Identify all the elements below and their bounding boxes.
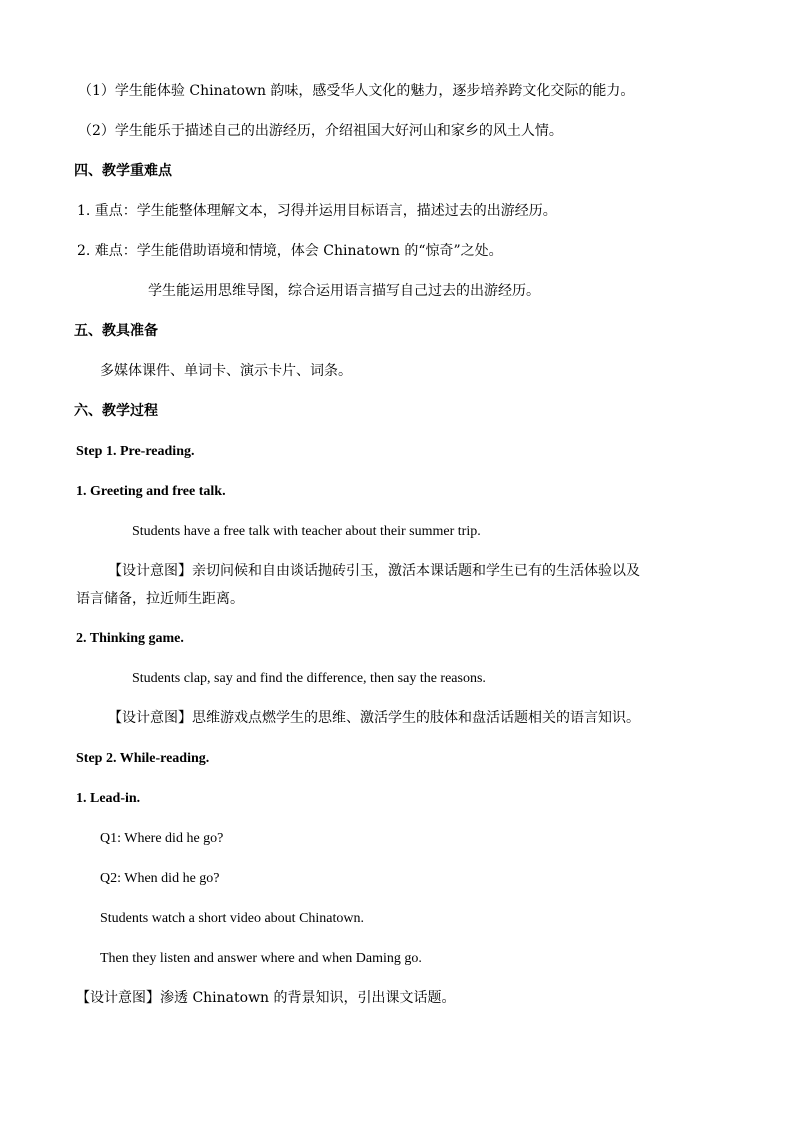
- section-heading-5: 五、教具准备: [74, 323, 158, 339]
- step-1-item-1: 1. Greeting and free talk.: [76, 484, 226, 499]
- section-heading-4: 四、教学重难点: [74, 163, 172, 179]
- step-2-item-1-detail-2: Then they listen and answer where and when Daming go.: [100, 951, 422, 966]
- section-heading-6: 六、教学过程: [74, 403, 158, 419]
- difficult-point-continued: 学生能运用思维导图，综合运用语言描写自己过去的出游经历。: [148, 283, 540, 299]
- step-1-item-2-detail: Students clap, say and find the difference, then say the reasons.: [132, 671, 486, 686]
- key-point: 1. 重点：学生能整体理解文本，习得并运用目标语言，描述过去的出游经历。: [77, 203, 557, 219]
- step-2-item-1: 1. Lead-in.: [76, 791, 141, 806]
- design-intent-1: 【设计意图】亲切问候和自由谈话抛砖引玉，激活本课话题和学生已有的生活体验以及: [108, 563, 640, 579]
- question-2: Q2: When did he go?: [100, 871, 220, 886]
- design-intent-2: 【设计意图】思维游戏点燃学生的思维、激活学生的肢体和盘活话题相关的语言知识。: [108, 710, 640, 726]
- objective-2: （2）学生能乐于描述自己的出游经历，介绍祖国大好河山和家乡的风土人情。: [78, 123, 563, 139]
- design-intent-3: 【设计意图】渗透 Chinatown 的背景知识，引出课文话题。: [76, 990, 456, 1006]
- step-1-heading: Step 1. Pre-reading.: [76, 444, 195, 459]
- step-2-heading: Step 2. While-reading.: [76, 751, 210, 766]
- design-intent-1-continued: 语言储备，拉近师生距离。: [76, 591, 244, 607]
- step-2-item-1-detail-1: Students watch a short video about Chinatown.: [100, 911, 365, 926]
- step-1-item-1-detail: Students have a free talk with teacher about their summer trip.: [132, 524, 481, 539]
- step-1-item-2: 2. Thinking game.: [76, 631, 184, 646]
- teaching-tools: 多媒体课件、单词卡、演示卡片、词条。: [100, 363, 352, 379]
- objective-1: （1）学生能体验 Chinatown 韵味，感受华人文化的魅力，逐步培养跨文化交际的能力。: [78, 83, 635, 99]
- question-1: Q1: Where did he go?: [100, 831, 224, 846]
- difficult-point: 2. 难点：学生能借助语境和情境，体会 Chinatown 的“惊奇”之处。: [77, 243, 503, 259]
